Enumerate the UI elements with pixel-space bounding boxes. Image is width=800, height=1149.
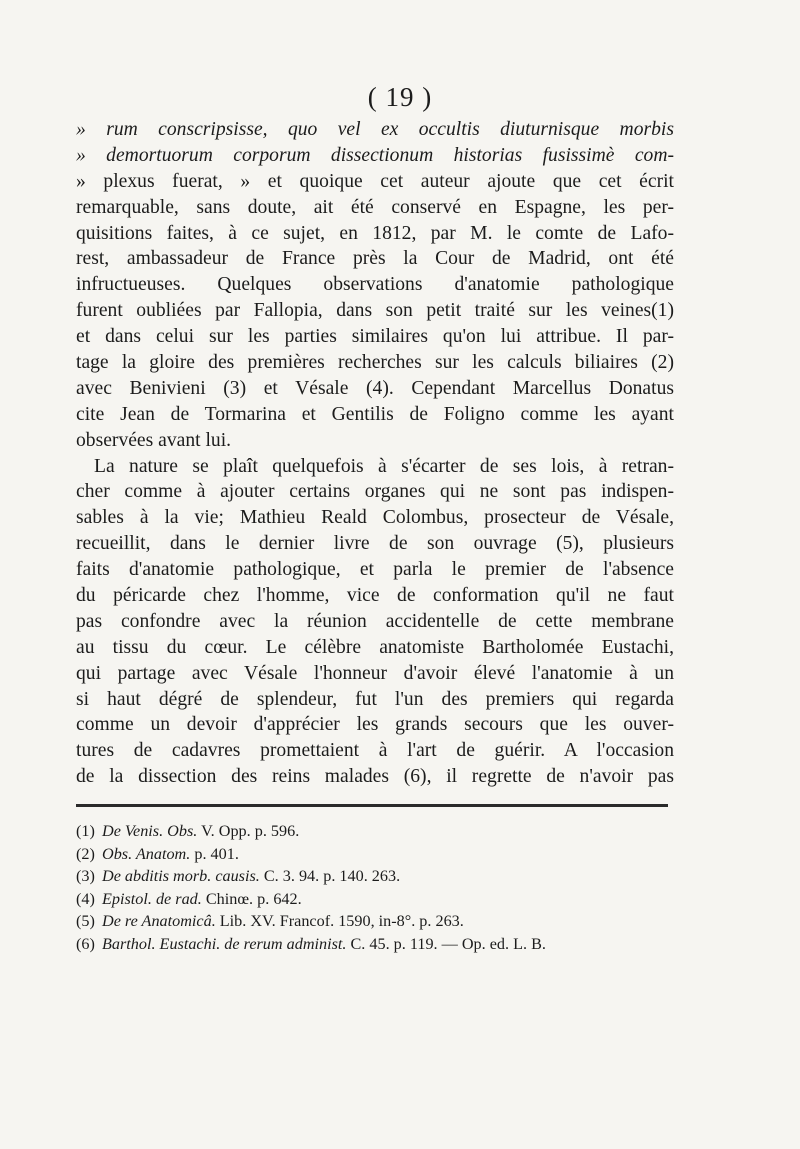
footnote-title: Obs. Anatom.	[102, 844, 191, 863]
text-line: faits d'anatomie pathologique, et parla le premier de l'absence	[76, 559, 674, 581]
text-line: furent oubliées par Fallopia, dans son petit traité sur les veines(1)	[76, 300, 674, 322]
text-line: quisitions faites, à ce sujet, en 1812, par M. le comte de Lafo-	[76, 222, 674, 244]
text-line: rest, ambassadeur de France près la Cour de Madrid, ont été	[76, 248, 674, 270]
footnote-item	[76, 865, 676, 888]
text-line: au tissu du cœur. Le célèbre anatomiste Bartholomée Eustachi,	[76, 636, 674, 658]
text-line: infructueuses. Quelques observations d'anatomie pathologique	[76, 274, 674, 296]
text-line: tures de cadavres promettaient à l'art de guérir. A l'occasion	[76, 740, 674, 762]
text-line: La nature se plaît quelquefois à s'écarter de ses lois, à retran-	[94, 455, 674, 477]
text-line: comme un devoir d'apprécier les grands secours que les ouver-	[76, 714, 674, 736]
text-line: qui partage avec Vésale l'honneur d'avoir élevé l'anatomie à un	[76, 662, 674, 684]
footnote-number: (3)	[76, 867, 95, 886]
footnote-number: (6)	[76, 934, 95, 953]
text-line: si haut dégré de splendeur, fut l'un des premiers qui regarda	[76, 688, 674, 710]
footnote-title: De abditis morb. causis.	[102, 867, 260, 886]
text-line: sables à la vie; Mathieu Reald Colombus, prosecteur de Vésale,	[76, 507, 674, 529]
footnote-number: (1)	[76, 822, 95, 840]
footnote-reference: Chinœ. p. 642.	[201, 889, 302, 908]
footnote-reference: C. 3. 94. p. 140. 263.	[259, 867, 401, 886]
text-line: cher comme à ajouter certains organes qui ne sont pas indispen-	[76, 481, 674, 503]
footnote-item	[76, 933, 676, 956]
footnote-item	[76, 910, 676, 933]
footnote-title: Barthol. Eustachi. de rerum administ.	[102, 934, 347, 953]
text-line: du péricarde chez l'homme, vice de conformation qu'il ne faut	[76, 585, 674, 607]
text-line: » demortuorum corporum dissectionum historias fusissimè com-	[76, 144, 674, 166]
text-line: tage la gloire des premières recherches sur les calculs biliaires (2)	[76, 352, 674, 374]
footnote-title: Epistol. de rad.	[102, 889, 202, 908]
footnote-title: De Venis. Obs.	[102, 822, 198, 840]
main-text	[76, 117, 674, 790]
footnote-item	[76, 843, 676, 866]
text-line: de la dissection des reins malades (6), il regrette de n'avoir pas	[76, 766, 674, 788]
text-line: pas confondre avec la réunion accidentelle de cette membrane	[76, 610, 674, 632]
footnote-number: (4)	[76, 889, 95, 908]
footnote-number: (5)	[76, 912, 95, 931]
footnote-reference: Lib. XV. Francof. 1590, in-8°. p. 263.	[215, 912, 464, 931]
page-number: ( 19 )	[367, 82, 433, 112]
text-line: remarquable, sans doute, ait été conservé en Espagne, les per-	[76, 196, 674, 218]
text-line: » plexus fuerat, » et quoique cet auteur ajoute que cet écrit	[76, 170, 674, 192]
text-line: observées avant lui.	[76, 429, 232, 451]
footnote-item	[76, 820, 676, 843]
text-line: et dans celui sur les parties similaires qu'on lui attribue. Il par-	[76, 326, 674, 348]
footnote-number: (2)	[76, 844, 95, 863]
footnote-reference: V. Opp. p. 596.	[197, 822, 300, 840]
footnote-reference: C. 45. p. 119. — Op. ed. L. B.	[346, 934, 546, 953]
footnote-item	[76, 888, 676, 911]
footnote-divider	[76, 804, 668, 807]
text-line: avec Benivieni (3) et Vésale (4). Cependant Marcellus Donatus	[76, 377, 674, 399]
text-line: cite Jean de Tormarina et Gentilis de Foligno comme les ayant	[76, 403, 674, 425]
text-line: recueillit, dans le dernier livre de son ouvrage (5), plusieurs	[76, 533, 674, 555]
footnote-reference: p. 401.	[190, 844, 239, 863]
text-line: » rum conscripsisse, quo vel ex occultis diuturnisque morbis	[76, 119, 674, 140]
footnotes	[76, 820, 676, 956]
footnote-title: De re Anatomicâ.	[102, 912, 216, 931]
